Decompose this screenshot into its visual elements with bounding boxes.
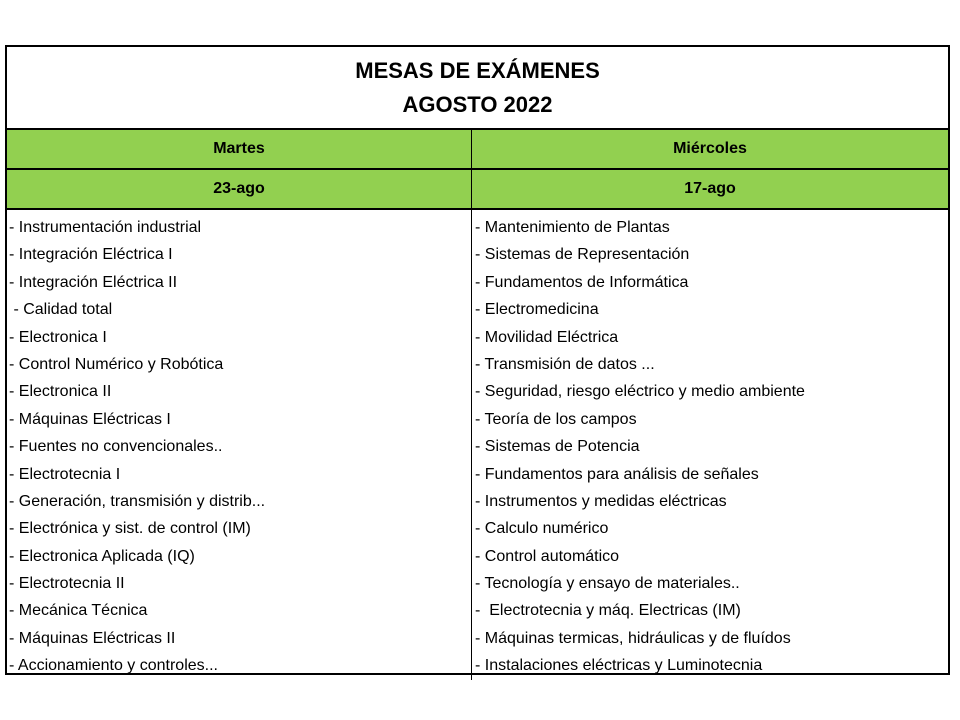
subject-item: - Instalaciones eléctricas y Luminotecnia — [475, 657, 763, 675]
subject-item: - Máquinas termicas, hidráulicas y de fluídos — [475, 629, 791, 647]
subject-item: - Movilidad Eléctrica — [475, 328, 619, 346]
subject-item: - Electronica I — [9, 328, 107, 346]
subject-item: - Electronica II — [9, 383, 112, 401]
subject-item: - Seguridad, riesgo eléctrico y medio ambiente — [475, 383, 805, 401]
subjects-column-wednesday — [472, 210, 948, 680]
subject-item: - Fundamentos de Informática — [475, 273, 689, 291]
subject-item: - Máquinas Eléctricas I — [9, 410, 171, 428]
subject-item: - Fundamentos para análisis de señales — [475, 465, 759, 483]
day-header-wednesday: Miércoles — [673, 140, 747, 157]
subject-item: - Electrotecnia II — [9, 575, 125, 593]
subject-item: - Transmisión de datos ... — [475, 355, 655, 373]
subject-item: - Integración Eléctrica II — [9, 273, 178, 291]
date-header-left: 23-ago — [7, 170, 472, 208]
subject-item: - Electrotecnia y máq. Electricas (IM) — [475, 602, 741, 620]
subject-item: - Sistemas de Potencia — [475, 438, 640, 456]
title-block — [7, 47, 948, 130]
day-header-tuesday: Martes — [7, 130, 472, 168]
subject-item: - Electronica Aplicada (IQ) — [9, 547, 195, 565]
subject-item: - Fuentes no convencionales.. — [9, 438, 223, 456]
subjects-column-tuesday — [7, 210, 472, 680]
date-header-right: 17-ago — [684, 180, 736, 197]
page-title: MESAS DE EXÁMENES — [355, 57, 600, 83]
subject-item: - Teoría de los campos — [475, 410, 637, 428]
subject-item: - Instrumentos y medidas eléctricas — [475, 492, 727, 510]
subject-item: - Control automático — [475, 547, 620, 565]
subject-item: - Integración Eléctrica I — [9, 246, 173, 264]
subject-item: - Generación, transmisión y distrib... — [9, 492, 266, 510]
subject-item: - Electrónica y sist. de control (IM) — [9, 520, 251, 538]
exam-schedule-table — [5, 45, 950, 675]
subject-item: - Máquinas Eléctricas II — [9, 629, 176, 647]
subject-item: - Control Numérico y Robótica — [9, 355, 224, 373]
subject-item: - Calculo numérico — [475, 520, 609, 538]
subject-item: - Tecnología y ensayo de materiales.. — [475, 575, 740, 593]
page-subtitle: AGOSTO 2022 — [402, 91, 553, 117]
subject-item: - Sistemas de Representación — [475, 246, 690, 264]
subject-item: - Electrotecnia I — [9, 465, 121, 483]
subject-item: - Accionamiento y controles... — [9, 657, 218, 675]
subject-item: - Instrumentación industrial — [9, 219, 202, 236]
subject-item: - Electromedicina — [475, 301, 599, 319]
date-header-row — [7, 170, 948, 210]
day-header-row — [7, 130, 948, 170]
subjects-body — [7, 210, 948, 680]
subject-item: - Mecánica Técnica — [9, 602, 148, 620]
subject-item: - Calidad total — [9, 301, 113, 319]
subject-item: - Mantenimiento de Plantas — [475, 219, 670, 236]
